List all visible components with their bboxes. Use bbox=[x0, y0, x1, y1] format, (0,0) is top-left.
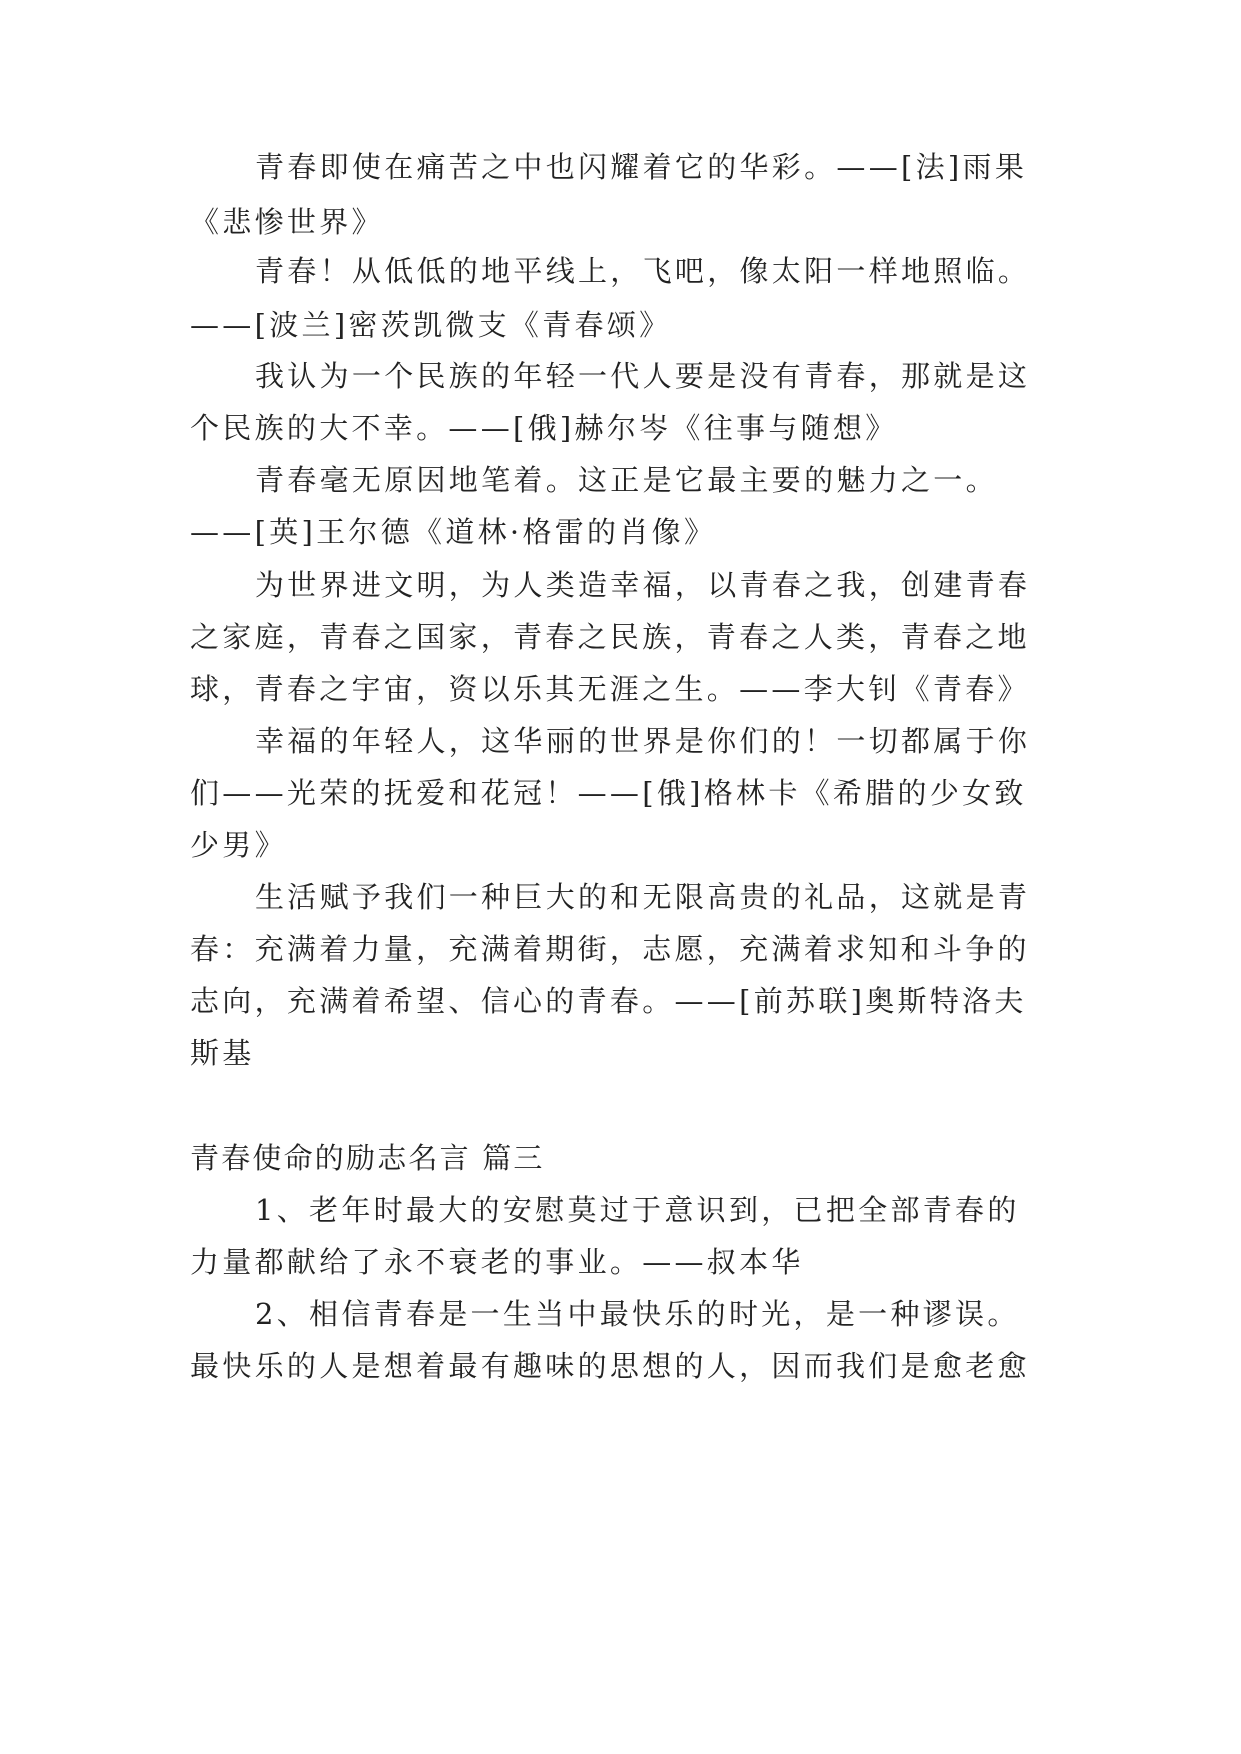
quote-7-line-1: 生活赋予我们一种巨大的和无限高贵的礼品，这就是青 bbox=[255, 880, 1031, 914]
quote-3-line-2: 个民族的大不幸。——[俄]赫尔岑《往事与随想》 bbox=[190, 411, 898, 445]
quote-6-line-3: 少男》 bbox=[190, 828, 287, 862]
section-item-1-line-1: 1、老年时最大的安慰莫过于意识到，已把全部青春的 bbox=[255, 1193, 1020, 1227]
quote-1-line-1: 青春即使在痛苦之中也闪耀着它的华彩。——[法]雨果 bbox=[255, 150, 1028, 184]
section-item-2-line-2: 最快乐的人是想着最有趣味的思想的人，因而我们是愈老愈 bbox=[190, 1349, 1030, 1383]
section-item-1-line-2: 力量都献给了永不衰老的事业。——叔本华 bbox=[190, 1245, 804, 1279]
quote-5-line-3: 球，青春之宇宙，资以乐其无涯之生。——李大钊《青春》 bbox=[190, 672, 1030, 706]
quote-5-line-1: 为世界进文明，为人类造幸福，以青春之我，创建青春 bbox=[255, 568, 1031, 602]
quote-4-line-2: ——[英]王尔德《道林·格雷的肖像》 bbox=[190, 515, 717, 549]
section-item-2-line-1: 2、相信青春是一生当中最快乐的时光，是一种谬误。 bbox=[255, 1297, 1020, 1331]
quote-7-line-2: 春：充满着力量，充满着期街，志愿，充满着求知和斗争的 bbox=[190, 932, 1030, 966]
quote-1-line-2: 《悲惨世界》 bbox=[190, 205, 384, 239]
quote-6-line-1: 幸福的年轻人，这华丽的世界是你们的！一切都属于你 bbox=[255, 724, 1031, 758]
quote-6-line-2: 们——光荣的抚爱和花冠！——[俄]格林卡《希腊的少女致 bbox=[190, 776, 1027, 810]
section-title: 青春使命的励志名言 篇三 bbox=[190, 1141, 545, 1175]
quote-7-line-3: 志向，充满着希望、信心的青春。——[前苏联]奥斯特洛夫 bbox=[190, 984, 1027, 1018]
quote-2-line-1: 青春！从低低的地平线上，飞吧，像太阳一样地照临。 bbox=[255, 254, 1031, 288]
quote-2-line-2: ——[波兰]密茨凯微支《青春颂》 bbox=[190, 308, 672, 342]
quote-4-line-1: 青春毫无原因地笔着。这正是它最主要的魅力之一。 bbox=[255, 463, 998, 497]
quote-3-line-1: 我认为一个民族的年轻一代人要是没有青春，那就是这 bbox=[255, 359, 1031, 393]
quote-5-line-2: 之家庭，青春之国家，青春之民族，青春之人类，青春之地 bbox=[190, 620, 1030, 654]
quote-7-line-4: 斯基 bbox=[190, 1036, 255, 1070]
